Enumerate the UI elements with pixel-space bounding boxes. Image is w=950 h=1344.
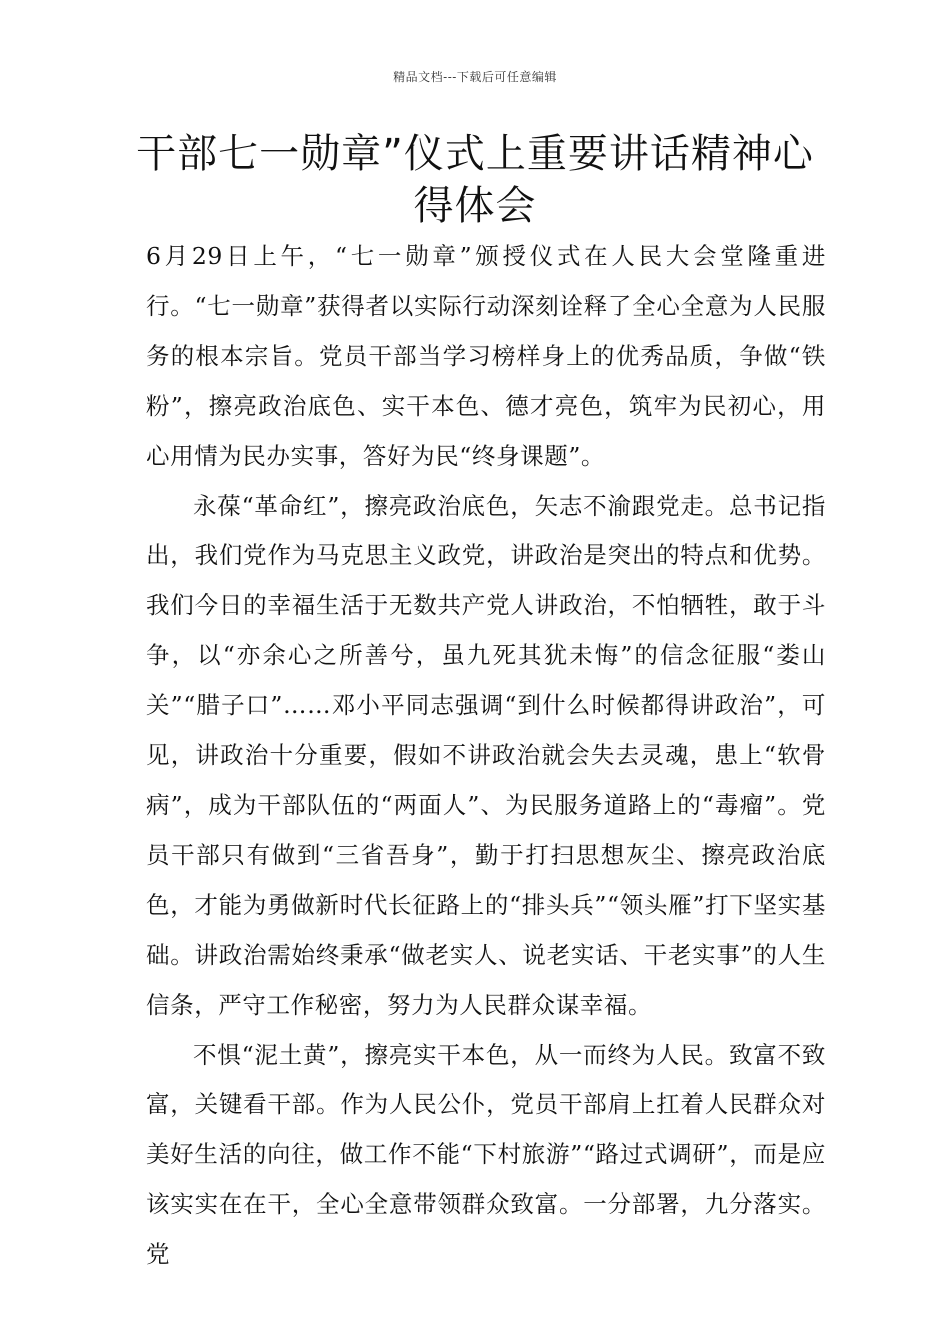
paragraph-practical: 不惧“泥土黄”，擦亮实干本色，从一而终为人民。致富不致富，关键看干部。作为人民公仆，党员干部肩上扛着人民群众对美好生活的向往，做工作不能“下村旅游”“路过式调研”，而是应该实实在在干，全心全意带领群众致富。一分部署，九分落实。党 (146, 1040, 826, 1269)
document-title: 干部七一勋章”仪式上重要讲话精神心得体会 (136, 131, 814, 229)
header-note: 精品文档---下载后可任意编辑 (393, 70, 557, 84)
document-body (146, 232, 826, 1280)
paragraph-intro: 6月29日上午，“七一勋章”颁授仪式在人民大会堂隆重进行。“七一勋章”获得者以实际行动深刻诠释了全心全意为人民服务的根本宗旨。党员干部当学习榜样身上的优秀品质，争做“铁粉”，擦亮政治底色、实干本色、德才亮色，筑牢为民初心，用心用情为民办实事，答好为民“终身课题”。 (146, 242, 826, 470)
paragraph-political: 永葆“革命红”，擦亮政治底色，矢志不渝跟党走。总书记指出，我们党作为马克思主义政党，讲政治是突出的特点和优势。我们今日的幸福生活于无数共产党人讲政治，不怕牺牲，敢于斗争，以“亦余心之所善兮，虽九死其犹未悔”的信念征服“娄山关”“腊子口”……邓小平同志强调“到什么时候都得讲政治”，可见，讲政治十分重要，假如不讲政治就会失去灵魂，患上“软骨病”，成为干部队伍的“两面人”、为民服务道路上的“毒瘤”。党员干部只有做到“三省吾身”，勤于打扫思想灰尘、擦亮政治底色，才能为勇做新时代长征路上的“排头兵”“领头雁”打下坚实基础。讲政治需始终秉承“做老实人、说老实话、干老实事”的人生信条，严守工作秘密，努力为人民群众谋幸福。 (146, 491, 826, 1019)
